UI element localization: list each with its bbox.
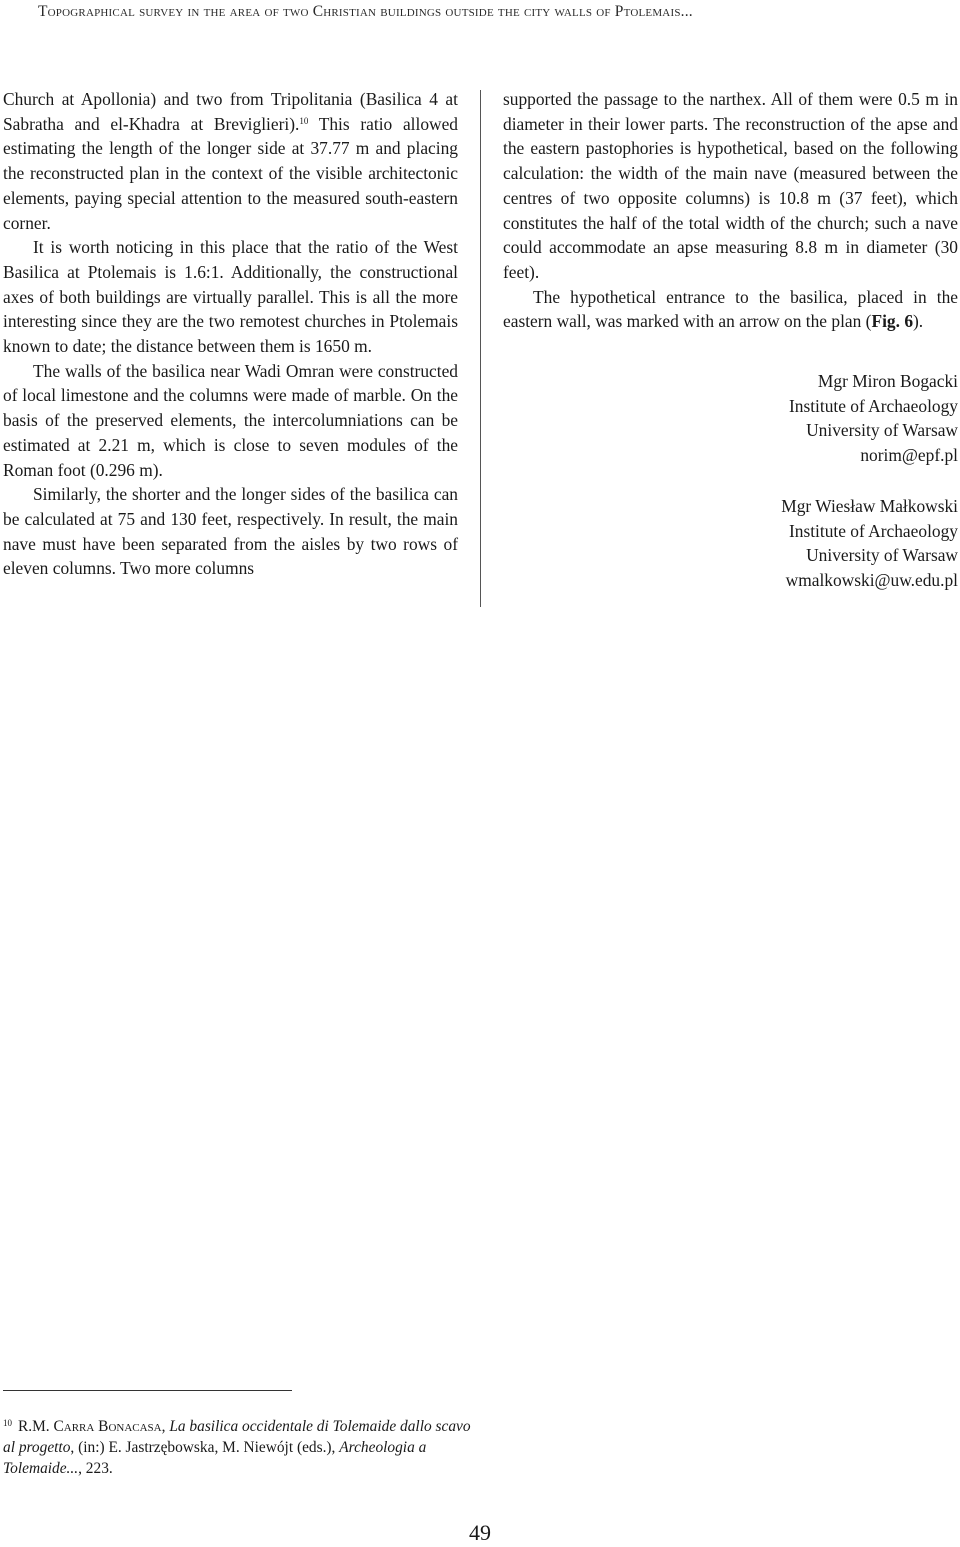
right-paragraph-2: The hypothetical entrance to the basilica, placed in the eastern wall, was marked with an arrow on the plan (Fig. 6).	[503, 286, 958, 332]
footnote-author: Carra Bonacasa	[53, 1418, 162, 1435]
footnote-book: Archeologia a Tolemaide...	[3, 1439, 427, 1477]
left-paragraph-3: The walls of the basilica near Wadi Omran were constructed of local limestone and the columns were made of marble. On the basis of the preserved elements, the intercolumniations can be estimated at 2.21 m, which is close to seven modules of the Roman foot (0.296 m).	[3, 360, 458, 480]
author-institute: Institute of Archaeology	[788, 395, 958, 416]
page-number: 49	[469, 1520, 491, 1545]
right-column	[503, 87, 958, 593]
author-signature-2	[503, 494, 958, 593]
footnote: $^{10}$ R.M. Carra Bonacasa, La basilica occidentale di Tolemaide dallo scavo al progetto, (in:) E. Jastrzębowska, M. Niewójt (eds.), Archeologia a Tolemaide..., 223.	[3, 1418, 471, 1477]
footnote-divider	[3, 1390, 292, 1391]
footnote-ref[interactable]: 10	[299, 115, 309, 126]
footnote-title: La basilica occidentale di Tolemaide dallo scavo al progetto	[3, 1418, 471, 1456]
figure-reference[interactable]: Fig. 6	[871, 311, 914, 332]
right-paragraph-1: supported the passage to the narthex. All of them were 0.5 m in diameter in their lower parts. The reconstruction of the apse and the eastern pastophories is hypothetical, based on the following calculation: the width of the main nave (measured between the centres of two opposite columns) is 10.8 m (37 feet), which constitutes the half of the total width of the church; such a nave could accommodate an apse measuring 8.8 m in diameter (30 feet).	[503, 89, 958, 282]
left-paragraph-1: Church at Apollonia) and two from Tripolitania (Basilica 4 at Sabratha and el-Khadra at Breviglieri).$^{10}$ This ratio allowed estimating the length of the longer side at 37.77 m and placing the reconstructed plan in the context of the visible architectonic elements, paying special attention to the measured south-eastern corner.	[3, 89, 458, 233]
left-paragraph-4: Similarly, the shorter and the longer sides of the basilica can be calculated at 75 and 130 feet, respectively. In result, the main nave must have been separated from the aisles by two rows of eleven columns. Two more columns	[3, 484, 458, 579]
author-name: Mgr Miron Bogacki	[817, 371, 958, 392]
running-head: Topographical survey in the area of two Christian buildings outside the city walls of Ptolemais...	[38, 3, 693, 20]
author-university: University of Warsaw	[806, 420, 958, 441]
footnote-number: 10	[3, 1418, 12, 1428]
author-institute: Institute of Archaeology	[788, 520, 958, 541]
author-email[interactable]: wmalkowski@uw.edu.pl	[785, 569, 958, 590]
author-email[interactable]: norim@epf.pl	[860, 445, 958, 466]
author-name: Mgr Wiesław Małkowski	[781, 495, 958, 516]
left-column	[3, 87, 458, 581]
author-university: University of Warsaw	[806, 545, 958, 566]
left-paragraph-2: It is worth noticing in this place that the ratio of the West Basilica at Ptolemais is 1.6:1. Additionally, the constructional axes of both buildings are virtually parallel. This is all the more interesting since they are the two remotest churches in Ptolemais known to date; the distance between them is 1650 m.	[3, 237, 458, 357]
column-divider	[480, 90, 481, 607]
author-signature-1	[503, 369, 958, 468]
